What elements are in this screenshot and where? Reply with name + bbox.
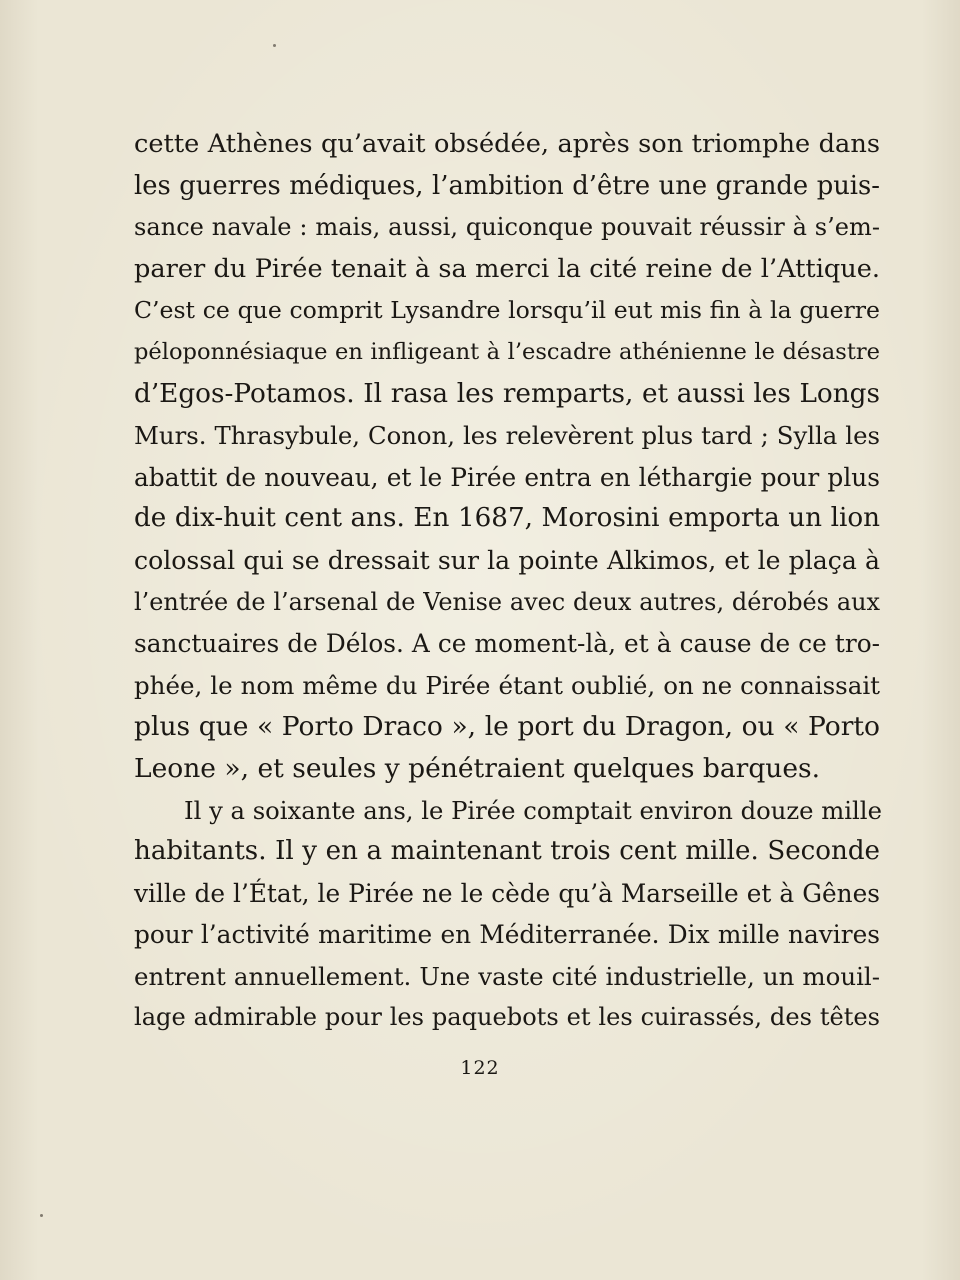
text-line: d’Egos-Potamos. Il rasa les remparts, et aussi les Longs [134, 378, 880, 409]
body-text [134, 124, 880, 1039]
text-line: phée, le nom même du Pirée étant oublié, on ne connaissait [134, 670, 880, 700]
text-line: abattit de nouveau, et le Pirée entra en léthargie pour plus [134, 462, 880, 492]
text-line: péloponnésiaque en infligeant à l’escadre athénienne le désastre [134, 338, 880, 365]
text-line: sance navale : mais, aussi, quiconque pouvait réussir à s’em- [134, 213, 880, 242]
text-line: parer du Pirée tenait à sa merci la cité reine de l’Attique. [134, 253, 880, 284]
text-line: Murs. Thrasybule, Conon, les relevèrent plus tard ; Sylla les [134, 421, 880, 451]
text-line: Leone », et seules y pénétraient quelques barques. [134, 752, 821, 784]
text-line: ville de l’État, le Pirée ne le cède qu’à Marseille et à Gênes [134, 878, 880, 908]
text-line: Il y a soixante ans, le Pirée comptait environ douze mille [184, 795, 882, 825]
text-line: plus que « Porto Draco », le port du Dragon, ou « Porto [134, 711, 880, 743]
text-line: colossal qui se dressait sur la pointe Alkimos, et le plaça à [134, 545, 880, 575]
text-line: lage admirable pour les paquebots et les cuirassés, des têtes [134, 1003, 880, 1032]
ink-speck [40, 1214, 43, 1217]
text-line: l’entrée de l’arsenal de Venise avec deux autres, dérobés aux [134, 587, 880, 616]
text-line: cette Athènes qu’avait obsédée, après son triomphe dans [134, 129, 880, 159]
text-line: habitants. Il y en a maintenant trois cent mille. Seconde [134, 836, 880, 867]
paragraph-2 [134, 790, 880, 1040]
ink-speck [273, 44, 276, 47]
text-line: sanctuaires de Délos. A ce moment-là, et à cause de ce tro- [134, 629, 880, 659]
page-number: 122 [460, 1057, 500, 1079]
text-line: pour l’activité maritime en Méditerranée. Dix mille navires [134, 920, 880, 950]
text-line: entrent annuellement. Une vaste cité industrielle, un mouil- [134, 961, 880, 991]
text-line: les guerres médiques, l’ambition d’être une grande puis- [134, 170, 880, 201]
text-line: de dix-huit cent ans. En 1687, Morosini emporta un lion [134, 503, 880, 534]
paragraph-1 [134, 124, 880, 790]
text-line: C’est ce que comprit Lysandre lorsqu’il eut mis fin à la guerre [134, 296, 880, 325]
